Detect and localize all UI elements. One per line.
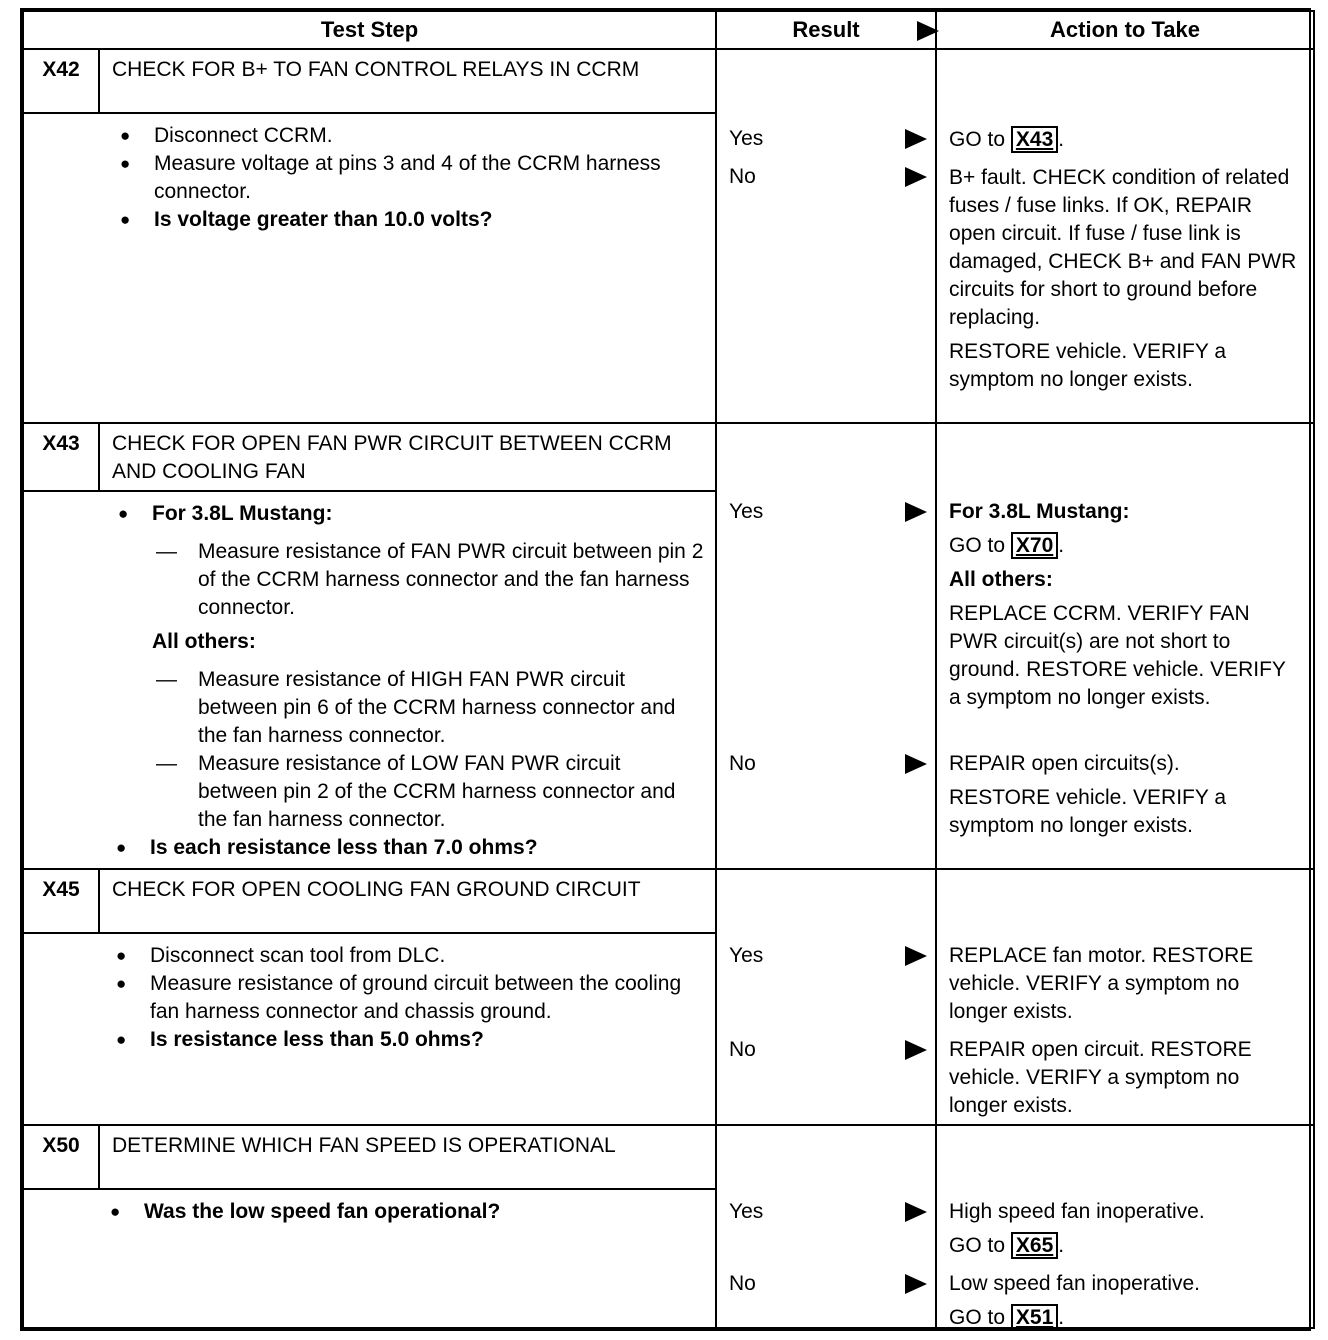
action-text: GO to (949, 534, 1006, 557)
action-text: GO to (949, 1234, 1006, 1257)
header-result (716, 11, 936, 49)
bullet-item: ● Disconnect CCRM. (116, 122, 705, 150)
action-text: RESTORE vehicle. VERIFY a symptom no longer exists. (949, 340, 1227, 391)
bullet-item: ● Measure resistance of ground circuit between the cooling fan harness connector and chassis ground. (112, 970, 705, 1026)
result-no (729, 1036, 927, 1064)
result-no (729, 750, 927, 778)
result-yes (729, 1198, 927, 1226)
action-yes: High speed fan inoperative. GO to X65 . (949, 1198, 1303, 1260)
step-number: X42 (23, 49, 99, 113)
action-heading: For 3.8L Mustang: (949, 500, 1130, 523)
bullet-item: ● Disconnect scan tool from DLC. (112, 942, 705, 970)
dash-item: — Measure resistance of FAN PWR circuit between pin 2 of the CCRM harness connector and the fan harness connector. (156, 538, 705, 622)
step-body (23, 933, 716, 1125)
arrow-icon (905, 129, 927, 149)
step-reference-link[interactable]: X43 (1011, 126, 1058, 153)
dash-item: — Measure resistance of HIGH FAN PWR circuit between pin 6 of the CCRM harness connector and the fan harness connector. (156, 666, 705, 750)
action-text: B+ fault. CHECK condition of related fuses / fuse links. If OK, REPAIR open circuit. If fuse / fuse link is damaged, CHECK B+ and FAN PWR circuits for short to ground before replacing. (949, 166, 1297, 329)
step-reference-link[interactable]: X65 (1011, 1232, 1058, 1259)
step-x42-action (936, 49, 1314, 423)
result-no (729, 1270, 927, 1298)
bullet-list (106, 1198, 705, 1226)
step-title: DETERMINE WHICH FAN SPEED IS OPERATIONAL (99, 1125, 716, 1189)
bullet-question: ● Is resistance less than 5.0 ohms? (112, 1026, 705, 1054)
header-test-step: Test Step (23, 11, 716, 49)
bullet-question: ● Was the low speed fan operational? (106, 1198, 705, 1226)
bullet-question: ● Is voltage greater than 10.0 volts? (116, 206, 705, 234)
result-yes-label: Yes (729, 500, 764, 523)
action-yes: GO to X43 . (949, 128, 1065, 151)
test-step-table (22, 10, 1315, 1329)
arrow-icon (905, 754, 927, 774)
action-no: REPAIR open circuit. RESTORE vehicle. VERIFY a symptom no longer exists. (949, 1038, 1252, 1117)
bullet-item: ● For 3.8L Mustang: (114, 500, 705, 528)
result-no (729, 163, 927, 191)
step-title: CHECK FOR OPEN FAN PWR CIRCUIT BETWEEN CCRM AND COOLING FAN (99, 423, 716, 491)
sub-heading: All others: (152, 630, 256, 653)
step-title: CHECK FOR OPEN COOLING FAN GROUND CIRCUIT (99, 869, 716, 933)
step-number: X43 (23, 423, 99, 491)
result-no-label: No (729, 752, 756, 775)
result-no-label: No (729, 1038, 756, 1061)
action-no (949, 164, 1303, 394)
step-body (23, 1189, 716, 1328)
action-text: Low speed fan inoperative. (949, 1272, 1201, 1295)
action-yes: For 3.8L Mustang: GO to X70 . All others: REPLACE CCRM. VERIFY FAN PWR circuit(s) are not short to ground. RESTORE vehicle. VERIFY a symptom no longer exists. (949, 498, 1303, 712)
step-number: X45 (23, 869, 99, 933)
step-x43-title-row (23, 423, 1314, 491)
bullet-list (112, 834, 705, 862)
bullet-question: ● Is each resistance less than 7.0 ohms? (112, 834, 705, 862)
bullet-item: ● Measure voltage at pins 3 and 4 of the CCRM harness connector. (116, 150, 705, 206)
result-no-label: No (729, 1272, 756, 1295)
bullet-list (114, 500, 705, 528)
bullet-list (116, 122, 705, 234)
action-text: High speed fan inoperative. (949, 1200, 1205, 1223)
step-x45-action (936, 869, 1314, 1125)
action-text: GO to (949, 128, 1006, 151)
result-yes (729, 125, 927, 153)
action-text: RESTORE vehicle. VERIFY a symptom no longer exists. (949, 786, 1227, 837)
result-yes (729, 942, 927, 970)
result-yes-label: Yes (729, 127, 764, 150)
header-row (23, 11, 1314, 49)
arrow-icon (905, 1274, 927, 1294)
arrow-icon (905, 946, 927, 966)
action-text: GO to (949, 1306, 1006, 1329)
step-x45-title-row (23, 869, 1314, 933)
step-body (23, 491, 716, 869)
arrow-icon (905, 167, 927, 187)
header-result-label: Result (792, 17, 860, 42)
step-reference-link[interactable]: X70 (1011, 532, 1058, 559)
action-text: REPAIR open circuits(s). (949, 752, 1180, 775)
step-x50-action (936, 1125, 1314, 1328)
header-action: Action to Take (936, 11, 1314, 49)
step-x43-action (936, 423, 1314, 869)
step-x42-title-row (23, 49, 1314, 113)
dash-item: — Measure resistance of LOW FAN PWR circuit between pin 2 of the CCRM harness connector and the fan harness connector. (156, 750, 705, 834)
step-number: X50 (23, 1125, 99, 1189)
diagnostic-table (20, 8, 1311, 1331)
arrow-icon (905, 1202, 927, 1222)
step-x43-result (716, 423, 936, 869)
result-yes-label: Yes (729, 944, 764, 967)
step-body (23, 113, 716, 423)
step-x50-result (716, 1125, 936, 1328)
result-no-label: No (729, 165, 756, 188)
action-yes: REPLACE fan motor. RESTORE vehicle. VERIFY a symptom no longer exists. (949, 944, 1254, 1023)
step-x42-result (716, 49, 936, 423)
arrow-icon (905, 1040, 927, 1060)
action-no (949, 750, 1303, 840)
action-text: REPLACE CCRM. VERIFY FAN PWR circuit(s) are not short to ground. RESTORE vehicle. VERIFY a symptom no longer exists. (949, 602, 1286, 709)
bullet-list (112, 942, 705, 1054)
result-yes (729, 498, 927, 526)
action-no: Low speed fan inoperative. GO to X51 . (949, 1270, 1303, 1332)
step-x45-result (716, 869, 936, 1125)
action-heading: All others: (949, 568, 1053, 591)
step-reference-link[interactable]: X51 (1011, 1304, 1058, 1331)
result-yes-label: Yes (729, 1200, 764, 1223)
arrow-icon (905, 502, 927, 522)
step-x50-title-row (23, 1125, 1314, 1189)
step-title: CHECK FOR B+ TO FAN CONTROL RELAYS IN CCRM (99, 49, 716, 113)
